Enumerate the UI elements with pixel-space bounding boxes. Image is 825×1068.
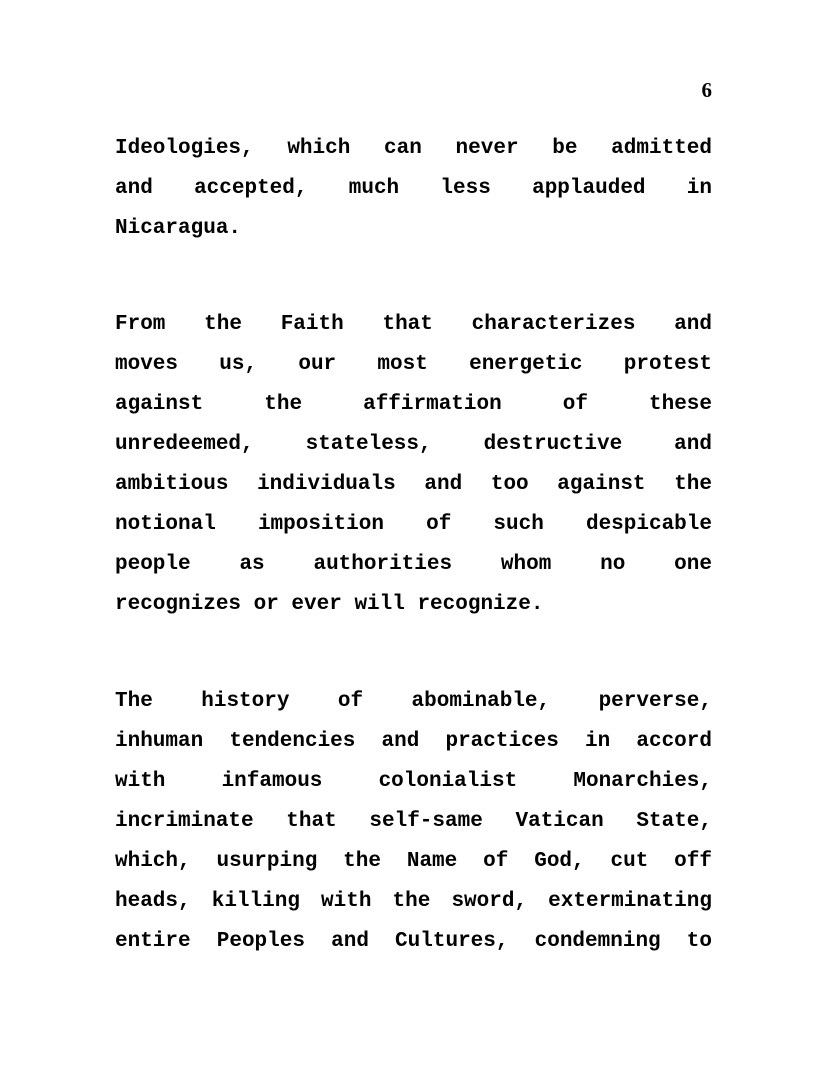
paragraph-line: incriminate that self-same Vatican State,	[115, 810, 712, 833]
paragraph-line: which, usurping the Name of God, cut off	[115, 850, 712, 873]
paragraph-line: with infamous colonialist Monarchies,	[115, 770, 712, 793]
paragraph-line: The history of abominable, perverse,	[115, 690, 712, 713]
paragraph-2	[115, 305, 712, 625]
paragraph-line: ambitious individuals and too against the	[115, 473, 712, 496]
paragraph-3	[115, 682, 712, 962]
page-number: 6	[701, 78, 712, 102]
paragraph-line: moves us, our most energetic protest	[115, 353, 712, 376]
paragraph-line: people as authorities whom no one	[115, 553, 712, 576]
paragraph-line: inhuman tendencies and practices in accord	[115, 730, 712, 753]
paragraph-line: entire Peoples and Cultures, condemning to	[115, 930, 712, 953]
paragraph-line: unredeemed, stateless, destructive and	[115, 433, 712, 456]
paragraph-line: heads, killing with the sword, exterminating	[115, 890, 712, 913]
paragraph-1	[115, 129, 712, 249]
paragraph-line: Nicaragua.	[115, 217, 242, 240]
paragraph-line: Ideologies, which can never be admitted	[115, 137, 712, 160]
paragraph-line: recognizes or ever will recognize.	[115, 593, 544, 616]
paragraph-line: notional imposition of such despicable	[115, 513, 712, 536]
paragraph-line: From the Faith that characterizes and	[115, 313, 712, 336]
paragraph-line: against the affirmation of these	[115, 393, 712, 416]
paragraph-line: and accepted, much less applauded in	[115, 177, 712, 200]
